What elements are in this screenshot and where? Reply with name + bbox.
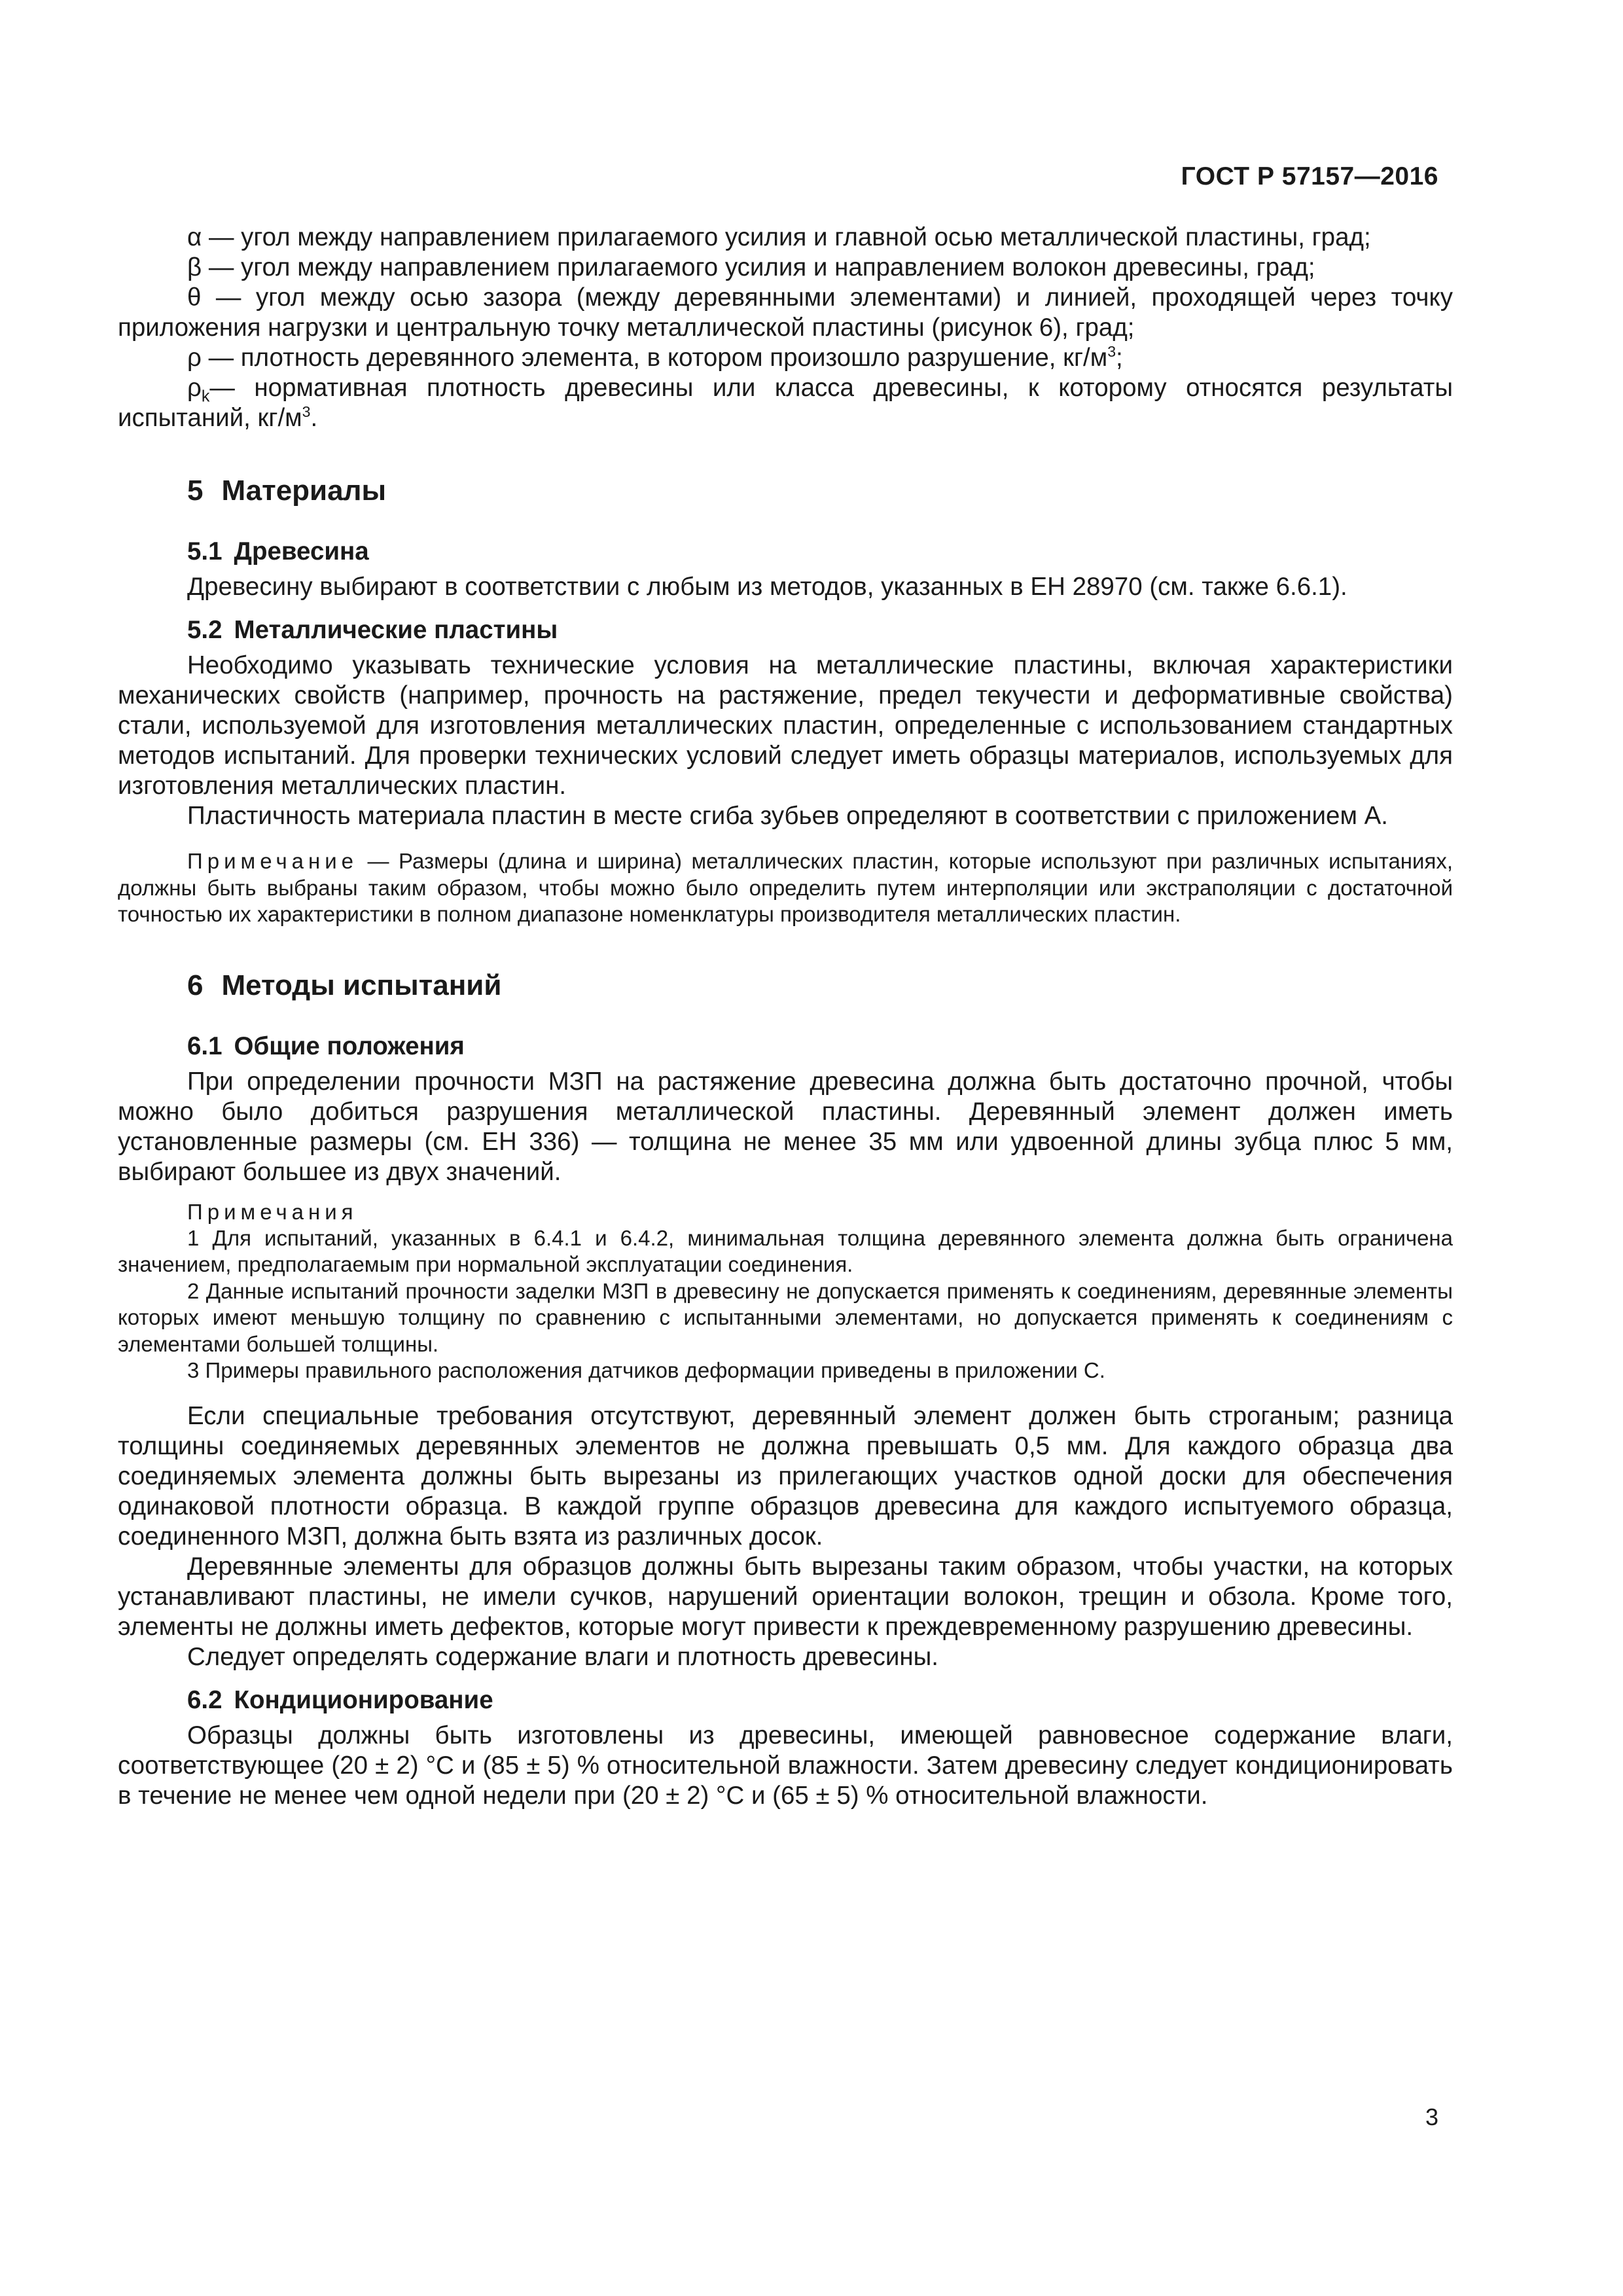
note-block [118, 848, 1453, 928]
subsection-5-2-heading [187, 615, 1453, 645]
subsection-title: Металлические пластины [234, 616, 558, 644]
page-number: 3 [1425, 2104, 1438, 2130]
subsection-title: Кондиционирование [234, 1685, 493, 1714]
symbol-text: — угол между направлением прилагаемого усилия и направлением волокон древесины, град; [202, 253, 1315, 281]
symbol-text: — угол между направлением прилагаемого усилия и главной осью металлической пластины, град; [202, 223, 1371, 251]
note-item: 3 Примеры правильного расположения датчиков деформации приведены в приложении С. [187, 1358, 1105, 1382]
notes-title: Примечания [187, 1199, 358, 1224]
subscript: k [201, 387, 210, 406]
symbol-text: — угол между осью зазора (между деревянными элементами) и линией, проходящей через точку приложения нагрузки и центральную точку металлической пластины (рисунок 6), град; [118, 283, 1453, 342]
symbol-definition-rho [118, 343, 1453, 373]
symbol-definition-theta [118, 283, 1453, 343]
section-title: Материалы [221, 475, 387, 507]
section-6-heading [187, 969, 1453, 1003]
subsection-6-2-heading [187, 1685, 1453, 1715]
section-5-heading [187, 474, 1453, 508]
symbol-glyph: θ [187, 283, 202, 312]
section-number: 6 [187, 969, 204, 1001]
subsection-number: 6.2 [187, 1685, 223, 1714]
symbol-definition-beta [118, 253, 1453, 283]
subsection-5-1-heading [187, 537, 1453, 567]
paragraph: Деревянные элементы для образцов должны быть вырезаны таким образом, чтобы участки, на которых устанавливают пластины, не имели сучков, нарушений ориентации волокон, трещин и обзола. Кроме того, элементы не должны иметь дефектов, которые могут привести к преждевременному разрушению древесины. [118, 1552, 1453, 1641]
symbol-tail: . [310, 404, 318, 432]
symbol-glyph: α [187, 223, 202, 251]
subsection-title: Общие положения [234, 1031, 465, 1060]
symbol-text: — плотность деревянного элемента, в котором произошло разрушение, кг/м [201, 344, 1108, 372]
symbol-definition-rho-k [118, 373, 1453, 433]
subsection-6-1-heading [187, 1031, 1453, 1062]
section-title: Методы испытаний [221, 969, 502, 1001]
paragraph: Образцы должны быть изготовлены из древесины, имеющей равновесное содержание влаги, соответствующее (20 ± 2) °С и (85 ± 5) % относительной влажности. Затем древесину следует кондиционировать в течение не менее чем одной недели при (20 ± 2) °С и (65 ± 5) % относительной влажности. [118, 1721, 1453, 1810]
subsection-title: Древесина [234, 537, 369, 565]
symbol-tail: ; [1116, 344, 1123, 372]
note-item: 2 Данные испытаний прочности заделки МЗП в древесину не допускается применять к соединениям, деревянные элементы которых имеют меньшую толщину по сравнению с испытанными элементами, но допускается применять к соединениям с элементами большей толщины. [118, 1278, 1453, 1356]
paragraph: Следует определять содержание влаги и плотность древесины. [187, 1642, 938, 1671]
symbol-glyph: ρ [187, 374, 202, 402]
symbol-text: — нормативная плотность древесины или класса древесины, к которому относятся результаты испытаний, кг/м [118, 374, 1453, 432]
symbol-definition-alpha [118, 223, 1453, 253]
note-text: — Размеры (длина и ширина) металлических пластин, которые используют при различных испытаниях, должны быть выбраны таким образом, чтобы можно было определить путем интерполяции или экстраполяции с достаточной точностью их характеристики в полном диапазоне номенклатуры производителя металлических пластин. [118, 849, 1453, 926]
symbol-glyph: β [187, 253, 202, 281]
note-item: 1 Для испытаний, указанных в 6.4.1 и 6.4.2, минимальная толщина деревянного элемента должна быть ограничена значением, предполагаемым при нормальной эксплуатации соединения. [118, 1225, 1453, 1276]
note-label: Примечание [187, 849, 359, 873]
standard-number-header: ГОСТ Р 57157—2016 [1181, 162, 1438, 190]
paragraph: При определении прочности МЗП на растяжение древесина должна быть достаточно прочной, чтобы можно было добиться разрушения металлической пластины. Деревянный элемент должен иметь установленные размеры (см. ЕН 336) — толщина не менее 35 мм или удвоенной длины зубца плюс 5 мм, выбирают большее из двух значений. [118, 1067, 1453, 1186]
subsection-number: 5.1 [187, 537, 223, 565]
page-content [118, 223, 1453, 1811]
subsection-number: 5.2 [187, 616, 223, 644]
paragraph: Необходимо указывать технические условия на металлические пластины, включая характеристики механических свойств (например, прочность на растяжение, предел текучести и деформативные свойства) стали, используемой для изготовления металлических пластин, определенные с использованием стандартных методов испытаний. Для проверки технических условий следует иметь образцы материалов, используемых для изготовления металлических пластин. [118, 651, 1453, 800]
subsection-number: 6.1 [187, 1031, 223, 1060]
paragraph: Древесину выбирают в соответствии с любым из методов, указанных в ЕН 28970 (см. также 6.6.1). [187, 573, 1347, 601]
superscript: 3 [302, 403, 311, 421]
paragraph: Пластичность материала пластин в месте сгиба зубьев определяют в соответствии с приложением А. [187, 802, 1388, 830]
symbol-glyph: ρ [187, 344, 202, 372]
section-number: 5 [187, 475, 204, 507]
paragraph: Если специальные требования отсутствуют, деревянный элемент должен быть строганым; разница толщины соединяемых деревянных элементов не должна превышать 0,5 мм. Для каждого образца два соединяемых элемента должны быть вырезаны из прилегающих участков одной доски для обеспечения одинаковой плотности образца. В каждой группе образцов древесина для каждого испытуемого образца, соединенного МЗП, должна быть взята из различных досок. [118, 1401, 1453, 1551]
superscript: 3 [1107, 343, 1116, 361]
